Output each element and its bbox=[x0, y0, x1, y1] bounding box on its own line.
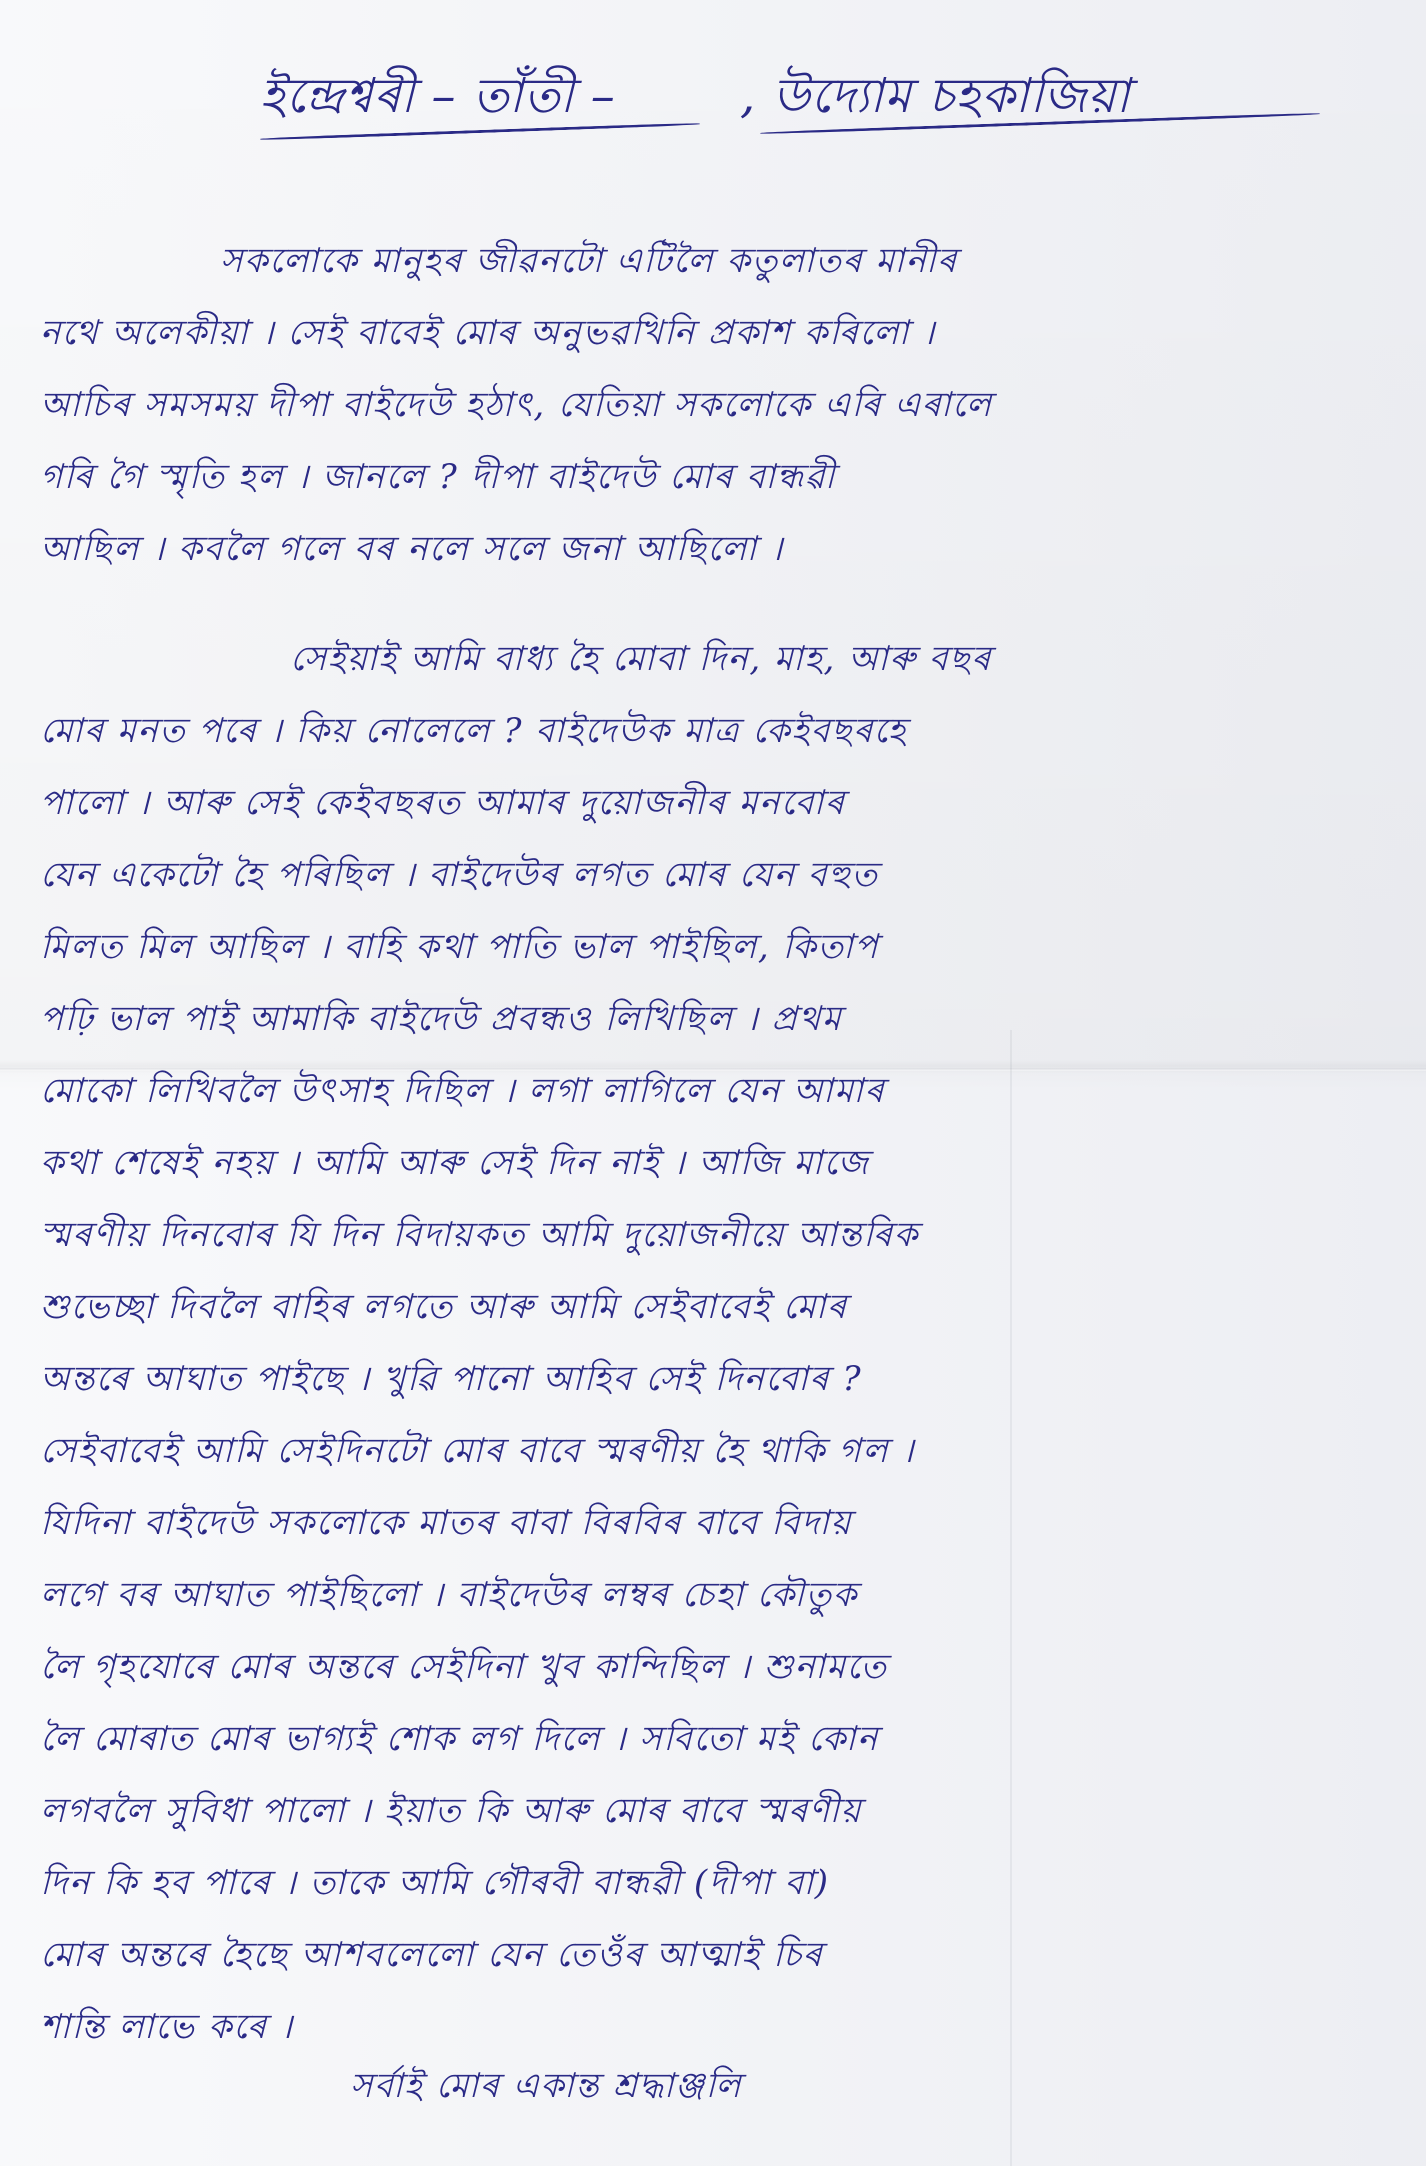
document-header bbox=[200, 40, 1300, 150]
header-author: , উদ্যোম চহকাজিয়া bbox=[740, 68, 1131, 124]
text-line: মিলত মিল আছিল । বাহি কথা পাতি ভাল পাইছিল, কিতাপ bbox=[40, 927, 879, 967]
signature-line: সৰ্বাই মোৰ একান্ত শ্ৰদ্ধাঞ্জলি bbox=[350, 2066, 743, 2106]
paragraph-gap bbox=[40, 585, 1390, 623]
text-line: সেইয়াই আমি বাধ্য হৈ মোবা দিন, মাহ, আৰু বছৰ bbox=[290, 639, 992, 679]
text-line: পঢ়ি ভাল পাই আমাকি বাইদেউ প্ৰবন্ধও লিখিছিল । প্ৰথম bbox=[40, 999, 843, 1039]
text-line: আছিল । কবলৈ গলে বৰ নলে সলে জনা আছিলো । bbox=[40, 529, 784, 569]
text-line: মোৰ অন্তৰে হৈছে আশবলেলো যেন তেওঁৰ আত্মাই চিৰ bbox=[40, 1935, 824, 1975]
text-line: সেইবাবেই আমি সেইদিনটো মোৰ বাবে স্মৰণীয় হৈ থাকি গল । bbox=[40, 1431, 915, 1471]
text-line: লগবলৈ সুবিধা পালো । ইয়াত কি আৰু মোৰ বাবে স্মৰণীয় bbox=[40, 1791, 863, 1831]
text-line: যেন একেটো হৈ পৰিছিল । বাইদেউৰ লগত মোৰ যেন বহুত bbox=[40, 855, 879, 895]
header-title: ইন্দ্ৰেশ্বৰী – তাঁতী – bbox=[260, 68, 616, 124]
text-line: কথা শেষেই নহয় । আমি আৰু সেই দিন নাই । আজি মাজে bbox=[40, 1143, 870, 1183]
text-line: গৰি গৈ স্মৃতি হল । জানলে ? দীপা বাইদেউ মোৰ বান্ধৱী bbox=[40, 457, 836, 497]
text-line: লৈ গৃহযোৰে মোৰ অন্তৰে সেইদিনা খুব কান্দিছিল । শুনামতে bbox=[40, 1647, 888, 1687]
text-line: শান্তি লাভে কৰে । bbox=[40, 2007, 294, 2047]
text-line: লৈ মোৰাত মোৰ ভাগ্যই শোক লগ দিলে । সবিতো মই কোন bbox=[40, 1719, 879, 1759]
letter-body bbox=[40, 225, 1390, 2063]
text-line: নথে অলেকীয়া । সেই বাবেই মোৰ অনুভৱখিনি প্ৰকাশ কৰিলো । bbox=[40, 313, 936, 353]
text-line: অন্তৰে আঘাত পাইছে । খুৱি পানো আহিব সেই দিনবোৰ ? bbox=[40, 1359, 863, 1399]
text-line: স্মৰণীয় দিনবোৰ যি দিন বিদায়কত আমি দুয়োজনীয়ে আন্তৰিক bbox=[40, 1215, 919, 1255]
text-line: দিন কি হব পাৰে । তাকে আমি গৌৰবী বান্ধৱী (দীপা বা) bbox=[40, 1863, 830, 1903]
text-line: মোৰ মনত পৰে । কিয় নোলেলে ? বাইদেউক মাত্ৰ কেইবছৰহে bbox=[40, 711, 907, 751]
text-line: আচিৰ সমসময় দীপা বাইদেউ হঠাৎ, যেতিয়া সকলোকে এৰি এৰালে bbox=[40, 385, 993, 425]
text-line: যিদিনা বাইদেউ সকলোকে মাতৰ বাবা বিৰবিৰ বাবে বিদায় bbox=[40, 1503, 853, 1543]
text-line: শুভেচ্ছা দিবলৈ বাহিৰ লগতে আৰু আমি সেইবাবেই মোৰ bbox=[40, 1287, 848, 1327]
text-line: পালো । আৰু সেই কেইবছৰত আমাৰ দুয়োজনীৰ মনবোৰ bbox=[40, 783, 846, 823]
text-line: মোকো লিখিবলৈ উৎসাহ দিছিল । লগা লাগিলে যেন আমাৰ bbox=[40, 1071, 886, 1111]
paragraph bbox=[40, 623, 1390, 2063]
text-line: সকলোকে মানুহৰ জীৱনটো এটিলৈ কতুলাতৰ মানীৰ bbox=[220, 241, 958, 281]
text-line: লগে বৰ আঘাত পাইছিলো । বাইদেউৰ লম্বৰ চেহা কৌতুক bbox=[40, 1575, 858, 1615]
paragraph bbox=[40, 225, 1390, 585]
